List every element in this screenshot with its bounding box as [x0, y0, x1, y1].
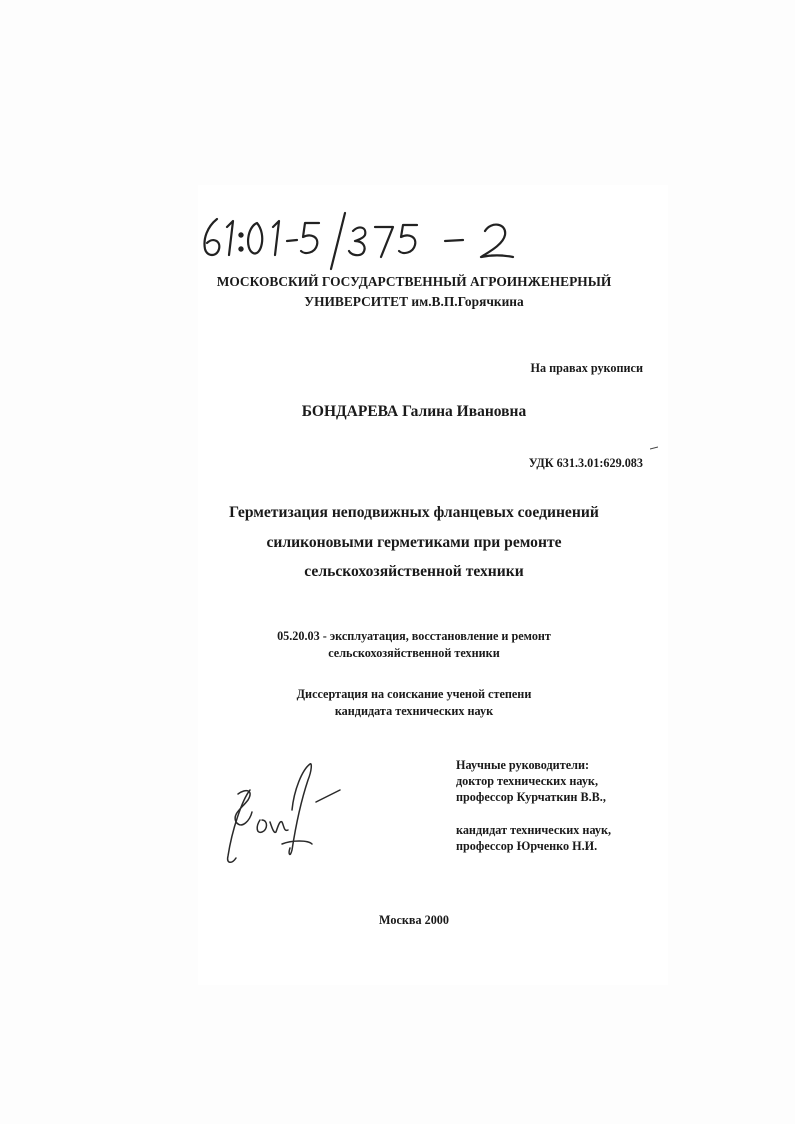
archive-number-handwriting-graphic [195, 205, 535, 275]
supervisor-2-degree: кандидат технических наук, [456, 822, 612, 837]
supervisor-1-name: профессор Курчаткин В.В., [456, 790, 606, 805]
supervisor-1-degree: доктор технических наук, [456, 774, 599, 789]
supervisors-heading: Научные руководители: [456, 758, 590, 772]
author-name: БОНДАРЕВА Галина Ивановна [301, 403, 527, 420]
stray-mark [650, 446, 658, 450]
dissertation-line-1: Диссертация на соискание ученой степени [296, 687, 532, 701]
title-line-2: силиконовыми герметиками при ремонте [266, 533, 562, 551]
dissertation-degree [160, 686, 668, 719]
dissertation-line-2: кандидата технических наук [334, 703, 494, 718]
specialty-line-2: сельскохозяйственной техники [328, 645, 500, 660]
specialty-line-1: 05.20.03 - эксплуатация, восстановление и ремонт [277, 629, 551, 643]
title-line-3: сельскохозяйственной техники [304, 563, 524, 580]
university-line-2: УНИВЕРСИТЕТ им.В.П.Горячкина [304, 294, 524, 309]
supervisors-spacer [456, 806, 611, 822]
supervisor-2-name: профессор Юрченко Н.И. [456, 838, 598, 853]
supervisors-block [456, 757, 611, 854]
rights-note: На правах рукописи [530, 361, 643, 375]
handwritten-archive-number [195, 205, 535, 275]
university-header [160, 272, 668, 312]
city-year: Москва 2000 [379, 913, 449, 927]
specialty-code [160, 628, 668, 661]
udk-code: УДК 631.3.01:629.083 [528, 456, 643, 470]
author-signature [212, 760, 347, 870]
title-line-1: Герметизация неподвижных фланцевых соединений [229, 504, 599, 521]
signature-graphic [212, 760, 347, 870]
dissertation-title [160, 498, 668, 587]
university-line-1: МОСКОВСКИЙ ГОСУДАРСТВЕННЫЙ АГРОИНЖЕНЕРНЫЙ [216, 274, 612, 289]
